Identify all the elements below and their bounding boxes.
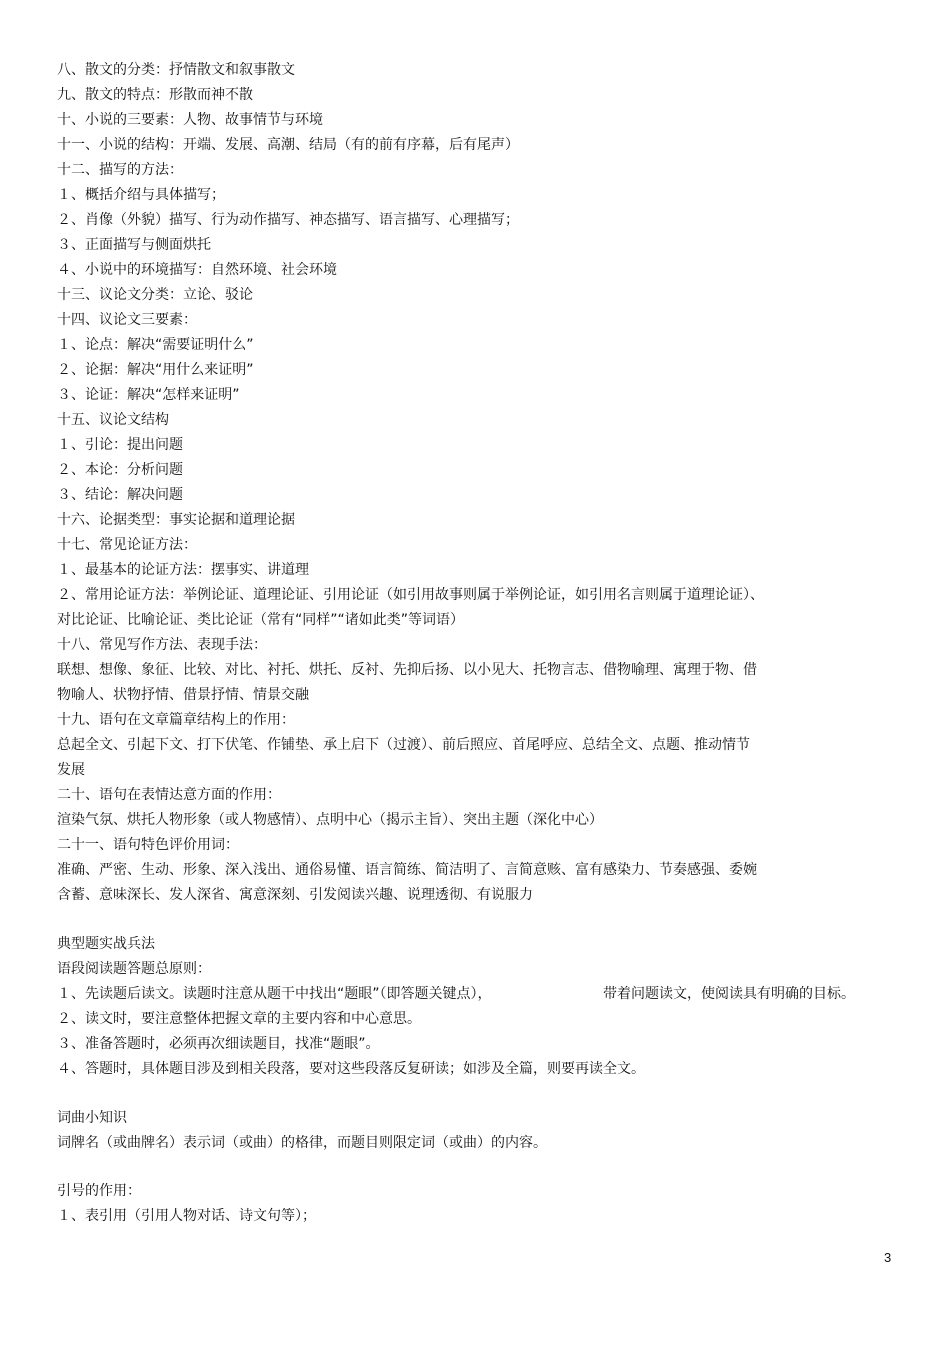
text-line: 十、小说的三要素：人物、故事情节与环境 [57, 112, 323, 128]
section-subtitle-principles: 语段阅读题答题总原则： [57, 961, 211, 977]
text-line: 十一、小说的结构：开端、发展、高潮、结局（有的前有序幕，后有尾声） [57, 137, 519, 153]
text-line: 对比论证、比喻论证、类比论证（常有“同样”“诸如此类”等词语） [57, 612, 465, 628]
text-line: 含蓄、意味深长、发人深省、寓意深刻、引发阅读兴趣、说理透彻、有说服力 [57, 887, 533, 903]
text-line: ３、正面描写与侧面烘托 [57, 237, 211, 253]
quotes-item-1: １、表引用（引用人物对话、诗文句等）； [57, 1208, 316, 1224]
text-line: 十二、描写的方法： [57, 162, 183, 178]
text-line: 十九、语句在文章篇章结构上的作用： [57, 712, 295, 728]
text-line: 准确、严密、生动、形象、深入浅出、通俗易懂、语言简练、简洁明了、言简意赅、富有感染力、节奏感强、委婉 [57, 862, 757, 878]
text-line: ３、结论：解决问题 [57, 487, 183, 503]
text-line: ３、论证：解决“怎样来证明” [57, 387, 240, 403]
text-line: ２、肖像（外貌）描写、行为动作描写、神态描写、语言描写、心理描写； [57, 212, 519, 228]
text-line: 发展 [57, 762, 85, 778]
page-number: 3 [884, 1250, 892, 1265]
spacer [57, 1156, 893, 1179]
text-line: 十八、常见写作方法、表现手法： [57, 637, 267, 653]
principle-item-1 [57, 982, 893, 1007]
text-line: １、最基本的论证方法：摆事实、讲道理 [57, 562, 309, 578]
text-line: 八、散文的分类：抒情散文和叙事散文 [57, 62, 295, 78]
principle-item: ３、准备答题时，必须再次细读题目，找准“题眼”。 [57, 1036, 380, 1052]
section-title-exam-tips: 典型题实战兵法 [57, 936, 155, 952]
text-line: 十六、论据类型：事实论据和道理论据 [57, 512, 295, 528]
text-line: 二十一、语句特色评价用词： [57, 837, 239, 853]
text-line: １、引论：提出问题 [57, 437, 183, 453]
knowledge-list [57, 58, 893, 908]
text-line: 十四、议论文三要素： [57, 312, 197, 328]
text-line: 物喻人、状物抒情、借景抒情、情景交融 [57, 687, 309, 703]
section-title-ci-knowledge: 词曲小知识 [57, 1110, 127, 1126]
text-line: ２、常用论证方法：举例论证、道理论证、引用论证（如引用故事则属于举例论证，如引用名言则属于道理论证）、 [57, 587, 764, 603]
spacer [57, 908, 893, 932]
principle-item-1-right: 带着问题读文，使阅读具有明确的目标。 [603, 986, 855, 1002]
text-line: １、论点：解决“需要证明什么” [57, 337, 254, 353]
document-body [57, 58, 893, 1229]
text-line: 十七、常见论证方法： [57, 537, 197, 553]
text-line: 总起全文、引起下文、打下伏笔、作铺垫、承上启下（过渡）、前后照应、首尾呼应、总结全文、点题、推动情节 [57, 737, 750, 753]
text-line: 二十、语句在表情达意方面的作用： [57, 787, 281, 803]
text-line: 十三、议论文分类：立论、驳论 [57, 287, 253, 303]
principle-item-1-left: １、先读题后读文。读题时注意从题干中找出“题眼”（即答题关键点）， [57, 986, 492, 1002]
section-title-quotes: 引号的作用： [57, 1183, 141, 1199]
text-line: 十五、议论文结构 [57, 412, 169, 428]
text-line: ２、论据：解决“用什么来证明” [57, 362, 254, 378]
text-line: 九、散文的特点：形散而神不散 [57, 87, 253, 103]
principle-item: ４、答题时，具体题目涉及到相关段落，要对这些段落反复研读；如涉及全篇，则要再读全文。 [57, 1061, 645, 1077]
spacer [57, 1082, 893, 1106]
text-line: ４、小说中的环境描写：自然环境、社会环境 [57, 262, 337, 278]
principle-item: ２、读文时，要注意整体把握文章的主要内容和中心意思。 [57, 1011, 421, 1027]
text-line: １、概括介绍与具体描写； [57, 187, 225, 203]
text-line: ２、本论：分析问题 [57, 462, 183, 478]
ci-knowledge-text: 词牌名（或曲牌名）表示词（或曲）的格律，而题目则限定词（或曲）的内容。 [57, 1135, 547, 1151]
text-line: 联想、想像、象征、比较、对比、衬托、烘托、反衬、先抑后扬、以小见大、托物言志、借物喻理、寓理于物、借 [57, 662, 757, 678]
text-line: 渲染气氛、烘托人物形象（或人物感情）、点明中心（揭示主旨）、突出主题（深化中心） [57, 812, 603, 828]
